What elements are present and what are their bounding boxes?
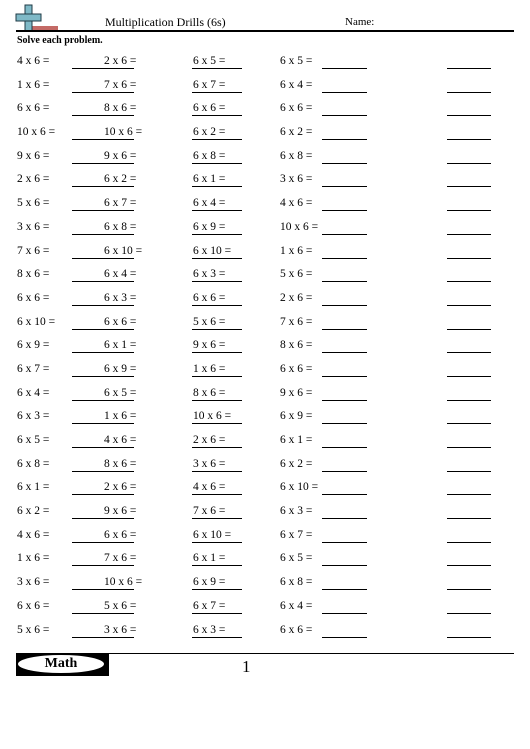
problem-text: 6 x 4 =: [280, 599, 313, 612]
problem-text: 6 x 1 =: [193, 552, 226, 565]
problem-text: 9 x 6 =: [193, 339, 226, 352]
problem-text: 2 x 6 =: [17, 173, 50, 186]
problem-text: 6 x 6 =: [17, 102, 50, 115]
answer-blank[interactable]: [192, 518, 242, 519]
page-number: 1: [242, 657, 251, 676]
problem-text: 6 x 6 =: [280, 362, 313, 375]
problem-text: 6 x 10 =: [193, 244, 232, 257]
problem-text: 7 x 6 =: [104, 78, 137, 91]
problem-text: 7 x 6 =: [104, 552, 137, 565]
answer-blank[interactable]: [447, 210, 491, 211]
answer-blank[interactable]: [447, 92, 491, 93]
problem-row: [0, 575, 530, 599]
answer-blank[interactable]: [447, 329, 491, 330]
problem-row: [0, 172, 530, 196]
answer-blank[interactable]: [72, 258, 134, 259]
answer-blank[interactable]: [192, 139, 242, 140]
answer-blank[interactable]: [72, 637, 134, 638]
problem-text: 6 x 8 =: [17, 457, 50, 470]
problem-text: 6 x 8 =: [280, 149, 313, 162]
answer-blank[interactable]: [322, 565, 367, 566]
answer-blank[interactable]: [447, 139, 491, 140]
problem-text: 6 x 5 =: [104, 386, 137, 399]
answer-blank[interactable]: [322, 471, 367, 472]
answer-blank[interactable]: [322, 542, 367, 543]
problem-row: [0, 291, 530, 315]
answer-blank[interactable]: [322, 637, 367, 638]
problem-text: 3 x 6 =: [280, 173, 313, 186]
answer-blank[interactable]: [322, 139, 367, 140]
problem-text: 1 x 6 =: [17, 78, 50, 91]
problem-text: 8 x 6 =: [104, 102, 137, 115]
problem-text: 6 x 6 =: [280, 623, 313, 636]
answer-blank[interactable]: [192, 637, 242, 638]
page-title: Multiplication Drills (6s): [105, 15, 226, 29]
header-divider: [16, 30, 514, 32]
problem-text: 9 x 6 =: [104, 149, 137, 162]
answer-blank[interactable]: [192, 115, 242, 116]
answer-blank[interactable]: [192, 186, 242, 187]
answer-blank[interactable]: [447, 376, 491, 377]
answer-blank[interactable]: [447, 589, 491, 590]
answer-blank[interactable]: [72, 281, 134, 282]
problem-text: 4 x 6 =: [193, 481, 226, 494]
problem-text: 1 x 6 =: [17, 552, 50, 565]
answer-blank[interactable]: [192, 565, 242, 566]
answer-blank[interactable]: [447, 281, 491, 282]
problem-text: 3 x 6 =: [17, 220, 50, 233]
answer-blank[interactable]: [447, 68, 491, 69]
problem-text: 6 x 3 =: [17, 410, 50, 423]
problem-text: 7 x 6 =: [17, 244, 50, 257]
problem-grid: [0, 54, 530, 646]
problem-text: 4 x 6 =: [280, 197, 313, 210]
problem-text: 6 x 4 =: [17, 386, 50, 399]
answer-blank[interactable]: [72, 68, 134, 69]
problem-text: 6 x 2 =: [104, 173, 137, 186]
problem-text: 6 x 1 =: [193, 173, 226, 186]
problem-text: 5 x 6 =: [193, 315, 226, 328]
answer-blank[interactable]: [322, 68, 367, 69]
problem-row: [0, 149, 530, 173]
problem-text: 5 x 6 =: [280, 268, 313, 281]
problem-row: [0, 196, 530, 220]
name-label: Name:: [345, 16, 375, 28]
problem-text: 6 x 6 =: [280, 102, 313, 115]
problem-row: [0, 386, 530, 410]
problem-text: 6 x 9 =: [193, 220, 226, 233]
answer-blank[interactable]: [322, 186, 367, 187]
answer-blank[interactable]: [447, 542, 491, 543]
problem-text: 6 x 3 =: [280, 505, 313, 518]
problem-text: 6 x 7 =: [193, 599, 226, 612]
problem-text: 6 x 8 =: [280, 576, 313, 589]
problem-text: 6 x 6 =: [193, 291, 226, 304]
problem-text: 7 x 6 =: [193, 505, 226, 518]
math-logo: [16, 654, 109, 676]
problem-text: 5 x 6 =: [17, 623, 50, 636]
answer-blank[interactable]: [72, 305, 134, 306]
answer-blank[interactable]: [322, 376, 367, 377]
problem-row: [0, 433, 530, 457]
answer-blank[interactable]: [322, 329, 367, 330]
answer-blank[interactable]: [72, 471, 134, 472]
problem-text: 9 x 6 =: [104, 505, 137, 518]
problem-text: 6 x 3 =: [193, 268, 226, 281]
problem-text: 6 x 3 =: [104, 291, 137, 304]
problem-text: 6 x 10 =: [104, 244, 143, 257]
answer-blank[interactable]: [447, 565, 491, 566]
answer-blank[interactable]: [447, 305, 491, 306]
answer-blank[interactable]: [322, 163, 367, 164]
answer-blank[interactable]: [322, 305, 367, 306]
answer-blank[interactable]: [322, 447, 367, 448]
answer-blank[interactable]: [72, 186, 134, 187]
answer-blank[interactable]: [322, 234, 367, 235]
answer-blank[interactable]: [447, 447, 491, 448]
answer-blank[interactable]: [322, 281, 367, 282]
problem-text: 2 x 6 =: [193, 434, 226, 446]
problem-text: 4 x 6 =: [17, 55, 50, 67]
answer-blank[interactable]: [72, 423, 134, 424]
problem-text: 6 x 4 =: [280, 78, 313, 91]
answer-blank[interactable]: [72, 518, 134, 519]
problem-text: 6 x 1 =: [280, 434, 313, 446]
instructions: Solve each problem.: [17, 35, 103, 46]
answer-blank[interactable]: [447, 471, 491, 472]
answer-blank[interactable]: [447, 258, 491, 259]
problem-text: 6 x 2 =: [280, 457, 313, 470]
problem-text: 6 x 3 =: [193, 623, 226, 636]
problem-text: 5 x 6 =: [104, 599, 137, 612]
answer-blank[interactable]: [72, 400, 134, 401]
answer-blank[interactable]: [192, 542, 242, 543]
problem-row: [0, 338, 530, 362]
problem-row: [0, 551, 530, 575]
answer-blank[interactable]: [192, 613, 242, 614]
problem-text: 6 x 8 =: [104, 220, 137, 233]
answer-blank[interactable]: [322, 92, 367, 93]
answer-blank[interactable]: [322, 400, 367, 401]
problem-text: 6 x 9 =: [17, 339, 50, 352]
answer-blank[interactable]: [322, 210, 367, 211]
problem-text: 6 x 6 =: [17, 599, 50, 612]
problem-text: 6 x 8 =: [193, 149, 226, 162]
problem-text: 6 x 10 =: [280, 481, 319, 494]
problem-text: 7 x 6 =: [280, 315, 313, 328]
problem-text: 6 x 1 =: [104, 339, 137, 352]
problem-text: 3 x 6 =: [17, 576, 50, 589]
answer-blank[interactable]: [192, 400, 242, 401]
problem-text: 2 x 6 =: [104, 481, 137, 494]
answer-blank[interactable]: [192, 471, 242, 472]
answer-blank[interactable]: [192, 210, 242, 211]
problem-text: 6 x 7 =: [193, 78, 226, 91]
problem-text: 2 x 6 =: [104, 55, 137, 67]
answer-blank[interactable]: [322, 518, 367, 519]
problem-text: 1 x 6 =: [280, 244, 313, 257]
answer-blank[interactable]: [447, 234, 491, 235]
answer-blank[interactable]: [72, 542, 134, 543]
problem-row: [0, 267, 530, 291]
problem-row: [0, 457, 530, 481]
answer-blank[interactable]: [192, 68, 242, 69]
problem-text: 6 x 2 =: [17, 505, 50, 518]
problem-text: 1 x 6 =: [104, 410, 137, 423]
problem-text: 8 x 6 =: [17, 268, 50, 281]
problem-text: 4 x 6 =: [104, 434, 137, 446]
problem-text: 9 x 6 =: [17, 149, 50, 162]
problem-row: [0, 599, 530, 623]
answer-blank[interactable]: [447, 163, 491, 164]
answer-blank[interactable]: [192, 234, 242, 235]
answer-blank[interactable]: [72, 115, 134, 116]
answer-blank[interactable]: [322, 258, 367, 259]
answer-blank[interactable]: [72, 163, 134, 164]
problem-text: 6 x 5 =: [193, 55, 226, 67]
answer-blank[interactable]: [72, 234, 134, 235]
answer-blank[interactable]: [447, 494, 491, 495]
problem-text: 4 x 6 =: [17, 528, 50, 541]
answer-blank[interactable]: [72, 210, 134, 211]
problem-text: 6 x 10 =: [17, 315, 56, 328]
problem-text: 2 x 6 =: [280, 291, 313, 304]
problem-text: 8 x 6 =: [104, 457, 137, 470]
answer-blank[interactable]: [447, 637, 491, 638]
problem-text: 10 x 6 =: [17, 126, 56, 139]
problem-row: [0, 78, 530, 102]
answer-blank[interactable]: [192, 258, 242, 259]
problem-text: 6 x 7 =: [17, 362, 50, 375]
math-logo-text: Math: [18, 655, 104, 673]
problem-text: 10 x 6 =: [280, 220, 319, 233]
problem-text: 6 x 5 =: [280, 55, 313, 67]
problem-text: 6 x 9 =: [104, 362, 137, 375]
answer-blank[interactable]: [192, 589, 242, 590]
problem-text: 6 x 7 =: [104, 197, 137, 210]
answer-blank[interactable]: [447, 613, 491, 614]
problem-text: 6 x 6 =: [17, 291, 50, 304]
answer-blank[interactable]: [447, 186, 491, 187]
answer-blank[interactable]: [447, 115, 491, 116]
answer-blank[interactable]: [72, 376, 134, 377]
problem-text: 8 x 6 =: [193, 386, 226, 399]
answer-blank[interactable]: [192, 352, 242, 353]
answer-blank[interactable]: [322, 589, 367, 590]
answer-blank[interactable]: [72, 613, 134, 614]
problem-text: 3 x 6 =: [193, 457, 226, 470]
problem-text: 9 x 6 =: [280, 386, 313, 399]
answer-blank[interactable]: [192, 329, 242, 330]
problem-text: 10 x 6 =: [104, 576, 143, 589]
problem-row: [0, 480, 530, 504]
problem-row: [0, 125, 530, 149]
answer-blank[interactable]: [192, 305, 242, 306]
answer-blank[interactable]: [72, 352, 134, 353]
problem-row: [0, 362, 530, 386]
answer-blank[interactable]: [192, 447, 242, 448]
answer-blank[interactable]: [447, 518, 491, 519]
problem-text: 6 x 4 =: [193, 197, 226, 210]
problem-row: [0, 315, 530, 339]
problem-text: 6 x 2 =: [193, 126, 226, 139]
problem-text: 8 x 6 =: [280, 339, 313, 352]
problem-text: 6 x 5 =: [280, 552, 313, 565]
problem-text: 6 x 6 =: [193, 102, 226, 115]
problem-text: 6 x 5 =: [17, 434, 50, 446]
answer-blank[interactable]: [322, 613, 367, 614]
problem-row: [0, 220, 530, 244]
problem-text: 10 x 6 =: [193, 410, 232, 423]
answer-blank[interactable]: [192, 494, 242, 495]
answer-blank[interactable]: [192, 281, 242, 282]
problem-text: 6 x 10 =: [193, 528, 232, 541]
problem-row: [0, 244, 530, 268]
problem-row: [0, 101, 530, 125]
problem-row: [0, 504, 530, 528]
problem-row: [0, 409, 530, 433]
problem-row: [0, 623, 530, 647]
answer-blank[interactable]: [322, 115, 367, 116]
answer-blank[interactable]: [72, 139, 134, 140]
answer-blank[interactable]: [192, 92, 242, 93]
answer-blank[interactable]: [322, 423, 367, 424]
answer-blank[interactable]: [72, 589, 134, 590]
problem-text: 1 x 6 =: [193, 362, 226, 375]
answer-blank[interactable]: [192, 376, 242, 377]
problem-text: 6 x 9 =: [193, 576, 226, 589]
answer-blank[interactable]: [447, 423, 491, 424]
answer-blank[interactable]: [322, 494, 367, 495]
answer-blank[interactable]: [72, 329, 134, 330]
plus-sign-icon: [14, 4, 60, 32]
problem-row: [0, 54, 530, 78]
answer-blank[interactable]: [192, 423, 242, 424]
problem-text: 5 x 6 =: [17, 197, 50, 210]
problem-text: 6 x 7 =: [280, 528, 313, 541]
problem-text: 3 x 6 =: [104, 623, 137, 636]
answer-blank[interactable]: [447, 400, 491, 401]
problem-row: [0, 528, 530, 552]
answer-blank[interactable]: [72, 494, 134, 495]
problem-text: 6 x 4 =: [104, 268, 137, 281]
answer-blank[interactable]: [447, 352, 491, 353]
problem-text: 6 x 6 =: [104, 528, 137, 541]
problem-text: 10 x 6 =: [104, 126, 143, 139]
problem-text: 6 x 9 =: [280, 410, 313, 423]
answer-blank[interactable]: [72, 565, 134, 566]
answer-blank[interactable]: [192, 163, 242, 164]
problem-text: 6 x 1 =: [17, 481, 50, 494]
answer-blank[interactable]: [72, 447, 134, 448]
problem-text: 6 x 6 =: [104, 315, 137, 328]
answer-blank[interactable]: [72, 92, 134, 93]
answer-blank[interactable]: [322, 352, 367, 353]
problem-text: 6 x 2 =: [280, 126, 313, 139]
